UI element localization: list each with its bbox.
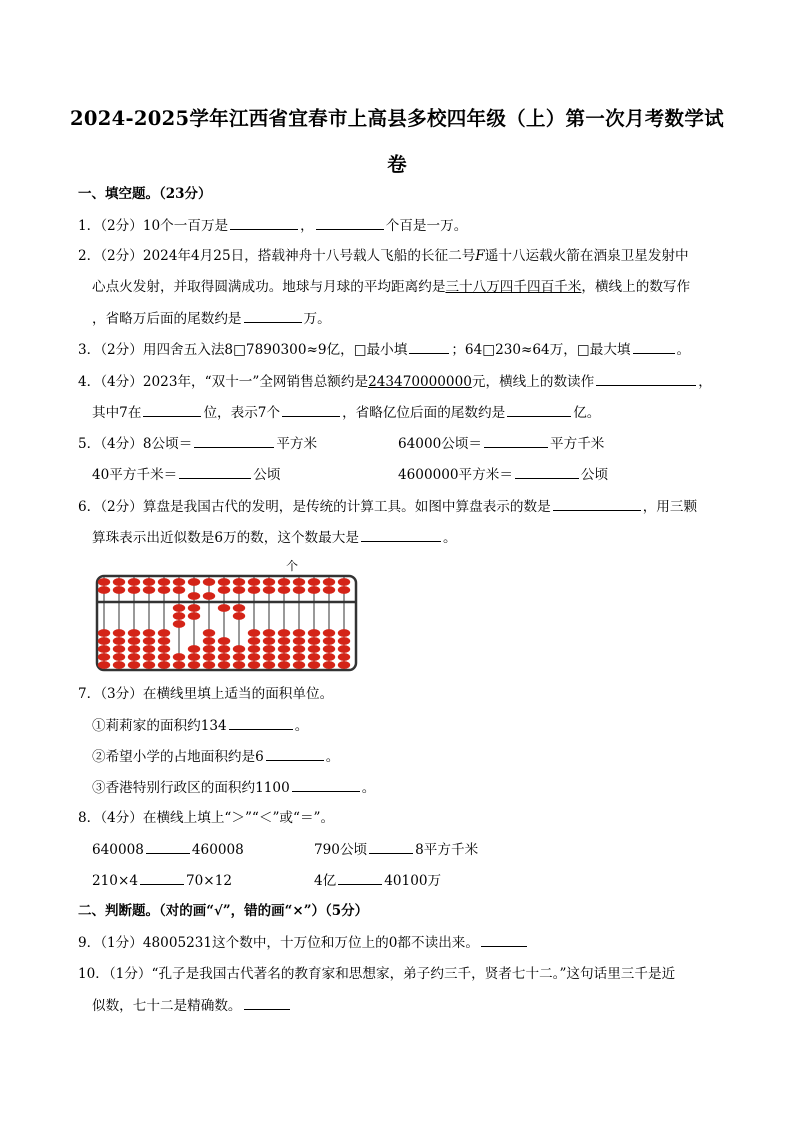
abacus-lower-bead: [338, 629, 350, 637]
abacus-lower-bead: [98, 645, 110, 653]
q9-text: 9．（1分）48005231这个数中，十万位和万位上的0都不读出来。: [78, 935, 479, 951]
q5-r1b-post: 平方千米: [550, 436, 605, 452]
abacus-upper-bead: [113, 578, 125, 586]
q8-blank-4[interactable]: [338, 870, 382, 885]
abacus-upper-bead: [218, 586, 230, 594]
abacus-upper-bead: [98, 586, 110, 594]
abacus-lower-bead: [308, 637, 320, 645]
q4-underlined-number: 243470000000: [368, 374, 472, 390]
q8-r2a-post: 70×12: [186, 873, 232, 889]
q4-blank-3[interactable]: [282, 402, 340, 417]
q10-blank[interactable]: [244, 995, 290, 1010]
abacus-lower-bead: [218, 604, 230, 612]
abacus-lower-bead: [233, 653, 245, 661]
abacus-upper-bead: [278, 578, 290, 586]
question-7-a: [92, 715, 308, 736]
q8-blank-3[interactable]: [140, 870, 184, 885]
q2-line1-b: 遥十八运载火箭在酒泉卫星发射中: [484, 248, 689, 264]
q6-line2-b: 。: [442, 530, 457, 546]
exam-title-line-2: 卷: [387, 153, 407, 176]
section-1-heading: 一、填空题。（23分）: [78, 186, 212, 202]
q9-blank[interactable]: [481, 932, 527, 947]
question-7-c: [92, 777, 375, 798]
q2-line1-f: F: [475, 248, 485, 264]
abacus-upper-bead: [158, 586, 170, 594]
q8-r2b-pre: 4亿: [314, 873, 337, 889]
abacus-lower-bead: [203, 629, 215, 637]
abacus-lower-bead: [143, 653, 155, 661]
abacus-lower-bead: [188, 645, 200, 653]
q2-line3-a: ，省略万后面的尾数约是: [92, 311, 242, 327]
q4-line1-a: 4．（4分）2023年，“双十一”全网销售总额约是: [78, 374, 369, 390]
abacus-lower-bead: [248, 645, 260, 653]
abacus-upper-bead: [338, 578, 350, 586]
q5-r2b-post: 公顷: [580, 467, 609, 483]
abacus-upper-bead: [188, 592, 200, 600]
abacus-lower-bead: [233, 645, 245, 653]
abacus-lower-bead: [128, 637, 140, 645]
q4-blank-1[interactable]: [596, 371, 696, 386]
q2-blank-2[interactable]: [244, 308, 302, 323]
q8-blank-2[interactable]: [369, 839, 413, 854]
abacus-lower-bead: [248, 629, 260, 637]
q2-line2-a: 心点火发射，并取得圆满成功。地球与月球的平均距离约是: [92, 279, 446, 295]
q1-text-a: 1．（2分）10个一百万是: [78, 218, 229, 234]
abacus-lower-bead: [143, 661, 155, 669]
abacus-lower-bead: [203, 653, 215, 661]
question-5-row-2b: [398, 464, 608, 485]
abacus-lower-bead: [98, 653, 110, 661]
q4-line2-a: 其中7在: [92, 405, 142, 421]
abacus-lower-bead: [128, 661, 140, 669]
abacus-upper-bead: [173, 578, 185, 586]
q3-text-a: 3．（2分）用四舍五入法8□7890300≈9亿，□最小填: [78, 342, 408, 358]
abacus-lower-bead: [323, 645, 335, 653]
abacus-lower-bead: [323, 653, 335, 661]
q7-a-end: 。: [294, 718, 309, 734]
question-8-row-1b: [314, 839, 478, 860]
abacus-lower-bead: [338, 637, 350, 645]
q5-r1a-pre: 5．（4分）8公顷＝: [78, 436, 193, 452]
abacus-lower-bead: [248, 637, 260, 645]
q7-blank-c[interactable]: [292, 777, 360, 792]
abacus-lower-bead: [263, 629, 275, 637]
abacus-lower-bead: [278, 645, 290, 653]
question-6-line-2: [92, 527, 457, 548]
q7-b-end: 。: [325, 749, 340, 765]
abacus-lower-bead: [233, 661, 245, 669]
q7-c-text: ③香港特别行政区的面积约1100: [92, 780, 290, 796]
abacus-upper-bead: [293, 586, 305, 594]
q2-line1-a: 2．（2分）2024年4月25日，搭载神舟十八号载人飞船的长征二号: [78, 248, 476, 264]
abacus-lower-bead: [158, 645, 170, 653]
question-10-line-1: 10．（1分）“孔子是我国古代著名的教育家和思想家，弟子约三千，贤者七十二。”这句话里三千是近: [78, 966, 676, 982]
q5-blank-3[interactable]: [179, 464, 251, 479]
q4-line2-d: 亿。: [573, 405, 601, 421]
abacus-upper-bead: [308, 578, 320, 586]
q10-line2-text: 似数，七十二是精确数。: [92, 998, 242, 1014]
q4-line1-c: ，: [698, 374, 712, 390]
q7-a-text: ①莉莉家的面积约134: [92, 718, 227, 734]
abacus-figure: [94, 557, 360, 675]
abacus-lower-bead: [293, 629, 305, 637]
abacus-lower-bead: [278, 637, 290, 645]
question-2-line-3: [92, 308, 331, 329]
abacus-upper-bead: [323, 578, 335, 586]
abacus-upper-bead: [263, 586, 275, 594]
q1-text-c: 个百是一万。: [385, 218, 468, 234]
abacus-upper-bead: [233, 578, 245, 586]
q6-blank-1[interactable]: [553, 496, 641, 511]
abacus-lower-bead: [308, 661, 320, 669]
question-9: [78, 932, 529, 953]
abacus-lower-bead: [158, 661, 170, 669]
abacus-lower-bead: [278, 629, 290, 637]
abacus-lower-bead: [308, 629, 320, 637]
abacus-lower-bead: [188, 661, 200, 669]
abacus-lower-bead: [158, 653, 170, 661]
question-4-line-2: [92, 402, 600, 423]
q5-r2a-pre: 40平方千米＝: [92, 467, 178, 483]
abacus-lower-bead: [203, 637, 215, 645]
abacus-upper-bead: [293, 578, 305, 586]
abacus-lower-bead: [248, 653, 260, 661]
q3-text-c: 。: [676, 342, 691, 358]
q3-text-b: ；64□230≈64万，□最大填: [451, 342, 631, 358]
q7-c-end: 。: [361, 780, 376, 796]
abacus-upper-bead: [233, 586, 245, 594]
q7-b-text: ②希望小学的占地面积约是6: [92, 749, 264, 765]
q5-blank-2[interactable]: [484, 433, 548, 448]
abacus-lower-bead: [308, 645, 320, 653]
q4-blank-2[interactable]: [143, 402, 201, 417]
abacus-upper-bead: [98, 578, 110, 586]
q8-r1a-pre: 640008: [92, 842, 144, 858]
abacus-lower-bead: [218, 637, 230, 645]
abacus-lower-bead: [203, 645, 215, 653]
abacus-upper-bead: [188, 578, 200, 586]
abacus-lower-bead: [293, 645, 305, 653]
abacus-lower-bead: [98, 661, 110, 669]
abacus-lower-bead: [338, 653, 350, 661]
abacus-upper-bead: [143, 578, 155, 586]
question-8-row-2a: [92, 870, 232, 891]
abacus-upper-bead: [113, 586, 125, 594]
q8-r1a-post: 460008: [191, 842, 244, 858]
question-8-intro: 8．（4分）在横线上填上“＞”“＜”或“＝”。: [78, 810, 335, 826]
q5-r2a-post: 公顷: [253, 467, 281, 483]
abacus-lower-bead: [113, 653, 125, 661]
exam-title-line-1: 2024-2025学年江西省宜春市上高县多校四年级（上）第一次月考数学试: [70, 107, 724, 130]
abacus-lower-bead: [188, 612, 200, 620]
question-8-row-1a: [92, 839, 244, 860]
abacus-upper-bead: [203, 592, 215, 600]
abacus-upper-bead: [158, 578, 170, 586]
question-5-row-1b: [398, 433, 604, 454]
section-2-heading: 二、判断题。（对的画“√”，错的画“×”）（5分）: [78, 903, 369, 919]
q6-line2-a: 算珠表示出近似数是6万的数，这个数最大是: [92, 530, 359, 546]
q2-line2-b: ，横线上的数写作: [581, 279, 691, 295]
abacus-lower-bead: [338, 645, 350, 653]
abacus-ones-label: 个: [286, 559, 299, 573]
abacus-lower-bead: [173, 653, 185, 661]
abacus-lower-bead: [263, 637, 275, 645]
abacus-lower-bead: [173, 661, 185, 669]
abacus-lower-bead: [128, 629, 140, 637]
question-3: [78, 339, 690, 360]
abacus-upper-bead: [173, 586, 185, 594]
abacus-lower-bead: [128, 653, 140, 661]
q8-r1b-pre: 790公顷: [314, 842, 368, 858]
q1-text-b: ，: [300, 218, 314, 234]
abacus-lower-bead: [188, 653, 200, 661]
abacus-lower-bead: [308, 653, 320, 661]
abacus-lower-bead: [158, 637, 170, 645]
abacus-lower-bead: [218, 661, 230, 669]
q3-blank-2[interactable]: [633, 339, 675, 354]
abacus-lower-bead: [233, 612, 245, 620]
abacus-lower-bead: [143, 645, 155, 653]
abacus-lower-bead: [278, 653, 290, 661]
q6-line1-b: ，用三颗: [642, 499, 698, 515]
question-8-row-2b: [314, 870, 441, 891]
abacus-lower-bead: [143, 629, 155, 637]
abacus-lower-bead: [158, 629, 170, 637]
abacus-lower-bead: [323, 661, 335, 669]
q7-blank-b[interactable]: [266, 746, 324, 761]
abacus-lower-bead: [293, 661, 305, 669]
q4-line1-b: 元，横线上的数读作: [471, 374, 595, 390]
abacus-upper-bead: [248, 578, 260, 586]
question-2-line-1: [78, 246, 689, 266]
abacus-lower-bead: [113, 645, 125, 653]
q5-r1a-post: 平方米: [276, 436, 318, 452]
abacus-lower-bead: [293, 637, 305, 645]
abacus-upper-bead: [248, 586, 260, 594]
abacus-lower-bead: [113, 637, 125, 645]
abacus-upper-bead: [218, 578, 230, 586]
abacus-upper-bead: [278, 586, 290, 594]
abacus-lower-bead: [188, 604, 200, 612]
q1-blank-2[interactable]: [316, 215, 384, 230]
abacus-lower-bead: [233, 604, 245, 612]
q8-r2b-post: 40100万: [384, 873, 442, 889]
q5-blank-1[interactable]: [194, 433, 274, 448]
abacus-lower-bead: [143, 637, 155, 645]
q8-r1b-post: 8平方千米: [415, 842, 479, 858]
q6-line1-a: 6．（2分）算盘是我国古代的发明，是传统的计算工具。如图中算盘表示的数是: [78, 499, 551, 515]
q3-blank-1[interactable]: [409, 339, 449, 354]
q8-r2a-pre: 210×4: [92, 873, 138, 889]
abacus-lower-bead: [323, 637, 335, 645]
q4-line2-c: ，省略亿位后面的尾数约是: [342, 405, 506, 421]
abacus-upper-bead: [128, 578, 140, 586]
abacus-lower-bead: [173, 620, 185, 628]
abacus-upper-bead: [128, 586, 140, 594]
abacus-lower-bead: [113, 661, 125, 669]
abacus-lower-bead: [323, 629, 335, 637]
abacus-upper-bead: [323, 586, 335, 594]
abacus-lower-bead: [98, 629, 110, 637]
q7-blank-a[interactable]: [229, 715, 293, 730]
question-5-row-2a: [92, 464, 280, 485]
question-10-line-2: [92, 995, 292, 1016]
q5-r2b-pre: 4600000平方米＝: [398, 467, 513, 483]
abacus-lower-bead: [113, 629, 125, 637]
abacus-lower-bead: [248, 661, 260, 669]
abacus-lower-bead: [263, 661, 275, 669]
abacus-lower-bead: [173, 612, 185, 620]
abacus-upper-bead: [308, 586, 320, 594]
abacus-lower-bead: [293, 653, 305, 661]
q4-blank-4[interactable]: [507, 402, 571, 417]
q8-blank-1[interactable]: [146, 839, 190, 854]
abacus-lower-bead: [278, 661, 290, 669]
question-6-line-1: [78, 496, 697, 517]
question-4-line-1: [78, 371, 712, 392]
question-7-intro: 7．（3分）在横线里填上适当的面积单位。: [78, 686, 334, 702]
q5-r1b-pre: 64000公顷＝: [398, 436, 483, 452]
abacus-lower-bead: [218, 653, 230, 661]
abacus-upper-bead: [338, 586, 350, 594]
abacus-upper-bead: [143, 586, 155, 594]
q2-line3-b: 万。: [303, 311, 331, 327]
q4-line2-b: 位，表示7个: [203, 405, 281, 421]
q5-blank-4[interactable]: [515, 464, 579, 479]
abacus-lower-bead: [203, 661, 215, 669]
question-2-line-2: [92, 277, 690, 297]
abacus-lower-bead: [173, 604, 185, 612]
abacus-lower-bead: [338, 661, 350, 669]
abacus-upper-bead: [263, 578, 275, 586]
question-5-row-1a: [78, 433, 317, 454]
exam-title: [60, 96, 734, 188]
abacus-lower-bead: [263, 645, 275, 653]
q6-blank-2[interactable]: [361, 527, 441, 542]
question-1: [78, 215, 467, 236]
abacus-lower-bead: [98, 637, 110, 645]
abacus-lower-bead: [128, 645, 140, 653]
abacus-lower-bead: [218, 645, 230, 653]
abacus-lower-bead: [263, 653, 275, 661]
q2-underlined-distance: 三十八万四千四百千米: [445, 279, 582, 295]
q1-blank-1[interactable]: [230, 215, 298, 230]
abacus-upper-bead: [203, 578, 215, 586]
question-7-b: [92, 746, 339, 767]
